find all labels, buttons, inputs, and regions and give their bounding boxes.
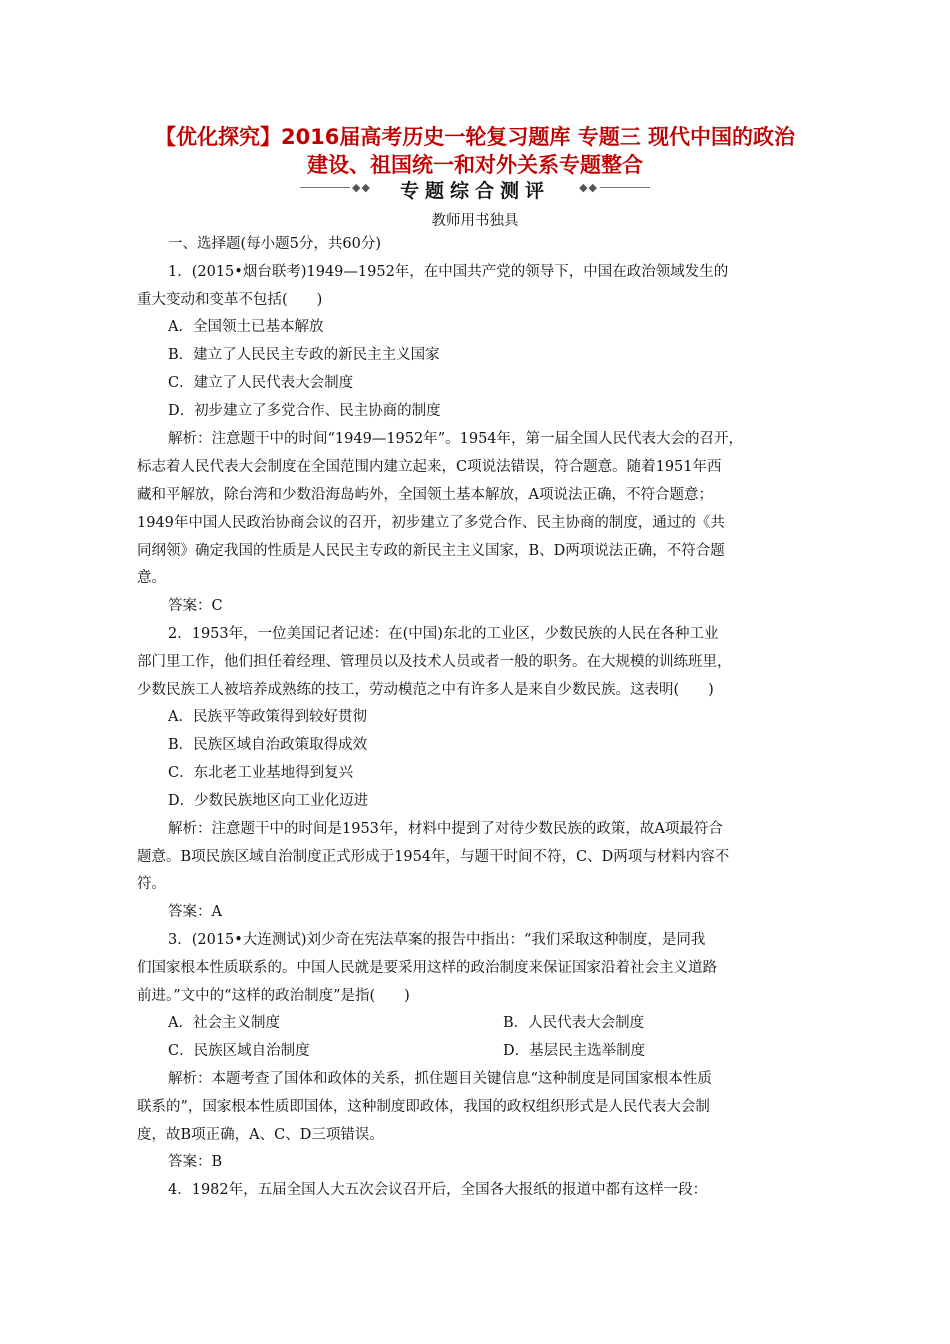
q2-option-a: A．民族平等政策得到较好贯彻 [168,709,367,725]
q3-analysis-line: 解析：本题考查了国体和政体的关系，抓住题目关键信息“这种制度是同国家根本性质 [168,1071,712,1087]
q3-option-b: B．人民代表大会制度 [503,1015,645,1031]
q1-stem-line: 重大变动和变革不包括( ) [137,292,323,308]
document-title-line-2: 建设、祖国统一和对外关系专题整合 [307,153,643,177]
q2-option-c: C．东北老工业基地得到复兴 [168,765,354,781]
q1-analysis-line: 1949年中国人民政治协商会议的召开，初步建立了多党合作、民主协商的制度，通过的《共 [137,515,725,531]
q2-stem-line: 2．1953年，一位美国记者记述：在(中国)东北的工业区，少数民族的人民在各种工业 [168,626,719,642]
q3-option-c: C．民族区域自治制度 [168,1043,310,1059]
q1-analysis-line: 意。 [137,570,166,586]
teacher-note: 教师用书独具 [431,213,519,229]
q3-stem-line: 前进。”文中的“这样的政治制度”是指( ) [137,988,410,1004]
q1-analysis-line: 藏和平解放，除台湾和少数沿海岛屿外，全国领土基本解放，A项说法正确，不符合题意； [137,487,713,503]
q2-option-b: B．民族区域自治政策取得成效 [168,737,368,753]
q3-option-a: A．社会主义制度 [168,1015,280,1031]
q3-analysis-line: 联系的”，国家根本性质即国体，这种制度即政体，我国的政权组织形式是人民代表大会制 [137,1099,710,1115]
q2-analysis-line: 符。 [137,876,166,892]
q2-stem-line: 部门里工作，他们担任着经理、管理员以及技术人员或者一般的职务。在大规模的训练班里， [137,654,732,670]
diamond-icon: ◆◆ [579,181,598,194]
q1-option-d: D．初步建立了多党合作、民主协商的制度 [168,403,441,419]
banner-left-rule [300,187,350,188]
q3-answer: 答案：B [168,1154,223,1170]
q1-option-a: A．全国领土已基本解放 [168,319,324,335]
q1-option-c: C．建立了人民代表大会制度 [168,375,354,391]
q3-option-d: D．基层民主选举制度 [503,1043,646,1059]
q2-answer: 答案：A [168,904,222,920]
q1-analysis-line: 标志着人民代表大会制度在全国范围内建立起来，C项说法错误，符合题意。随着1951年西 [137,459,722,475]
document-title-line-1: 【优化探究】2016届高考历史一轮复习题库 专题三 现代中国的政治 [154,125,796,149]
q3-analysis-line: 度，故B项正确，A、C、D三项错误。 [137,1127,384,1143]
q1-analysis-line: 同纲领》确定我国的性质是人民民主专政的新民主主义国家，B、D两项说法正确，不符合题 [137,543,725,559]
section-heading: 一、选择题(每小题5分，共60分) [168,236,381,252]
q4-stem-line: 4．1982年，五届全国人大五次会议召开后，全国各大报纸的报道中都有这样一段： [168,1182,708,1198]
q1-answer: 答案：C [168,598,223,614]
q3-stem-line: 们国家根本性质联系的。中国人民就是要采用这样的政治制度来保证国家沿着社会主义道路 [137,960,717,976]
q2-option-d: D．少数民族地区向工业化迈进 [168,793,369,809]
q2-stem-line: 少数民族工人被培养成熟练的技工，劳动模范之中有许多人是来自少数民族。这表明( ) [137,682,714,698]
diamond-icon: ◆◆ [352,181,371,194]
q2-analysis-line: 解析：注意题干中的时间是1953年，材料中提到了对待少数民族的政策，故A项最符合 [168,821,723,837]
section-banner [300,176,650,200]
q1-option-b: B．建立了人民民主专政的新民主主义国家 [168,347,440,363]
q1-stem-line: 1．(2015•烟台联考)1949—1952年，在中国共产党的领导下，中国在政治领域发生的 [168,264,729,280]
banner-right-rule [600,187,650,188]
q1-analysis-line: 解析：注意题干中的时间“1949—1952年”。1954年，第一届全国人民代表大会的召开， [168,431,744,447]
banner-title: 专题综合测评 [399,180,550,202]
q3-stem-line: 3．(2015•大连测试)刘少奇在宪法草案的报告中指出：“我们采取这种制度，是同我 [168,932,706,948]
q2-analysis-line: 题意。B项民族区域自治制度正式形成于1954年，与题干时间不符，C、D两项与材料内容不 [137,849,730,865]
